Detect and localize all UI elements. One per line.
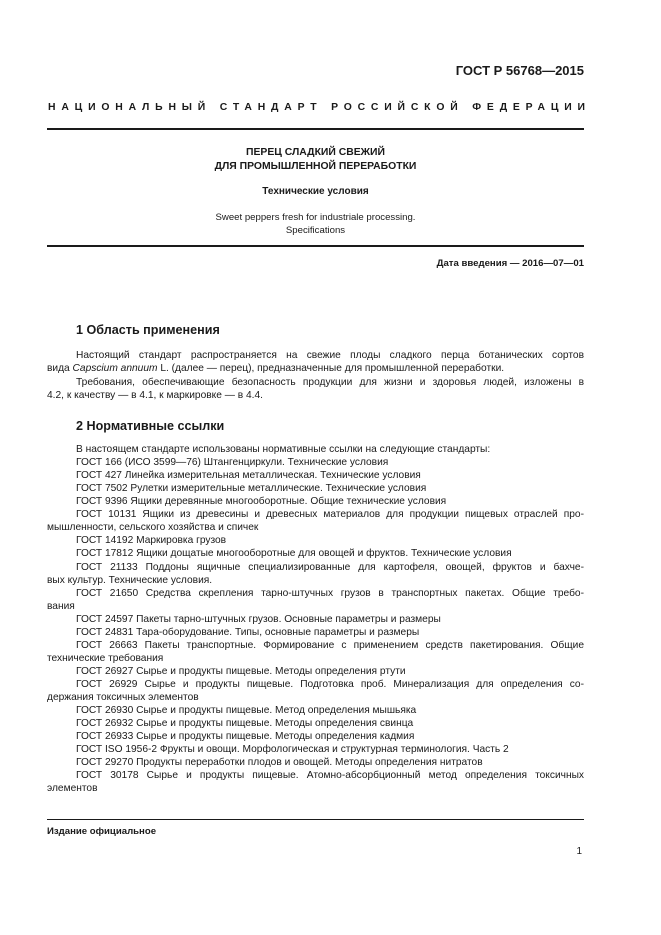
reference-line: элементов — [47, 783, 98, 795]
document-title-line-1: ПЕРЕЦ СЛАДКИЙ СВЕЖИЙ — [246, 147, 385, 158]
reference-line: ГОСТ 30178 Сырье и продукты пищевые. Атомно-абсорбционный метод определения токсичных — [76, 770, 584, 782]
section-1-paragraph-1-line-1: Настоящий стандарт распространяется на свежие плоды сладкого перца ботанических сортов — [76, 350, 584, 361]
gost-code: ГОСТ Р 56768—2015 — [455, 63, 584, 78]
reference-line: ГОСТ 17812 Ящики дощатые многооборотные для овощей и фруктов. Технические условия — [76, 548, 512, 560]
reference-line: ГОСТ 21650 Средства скрепления тарно-штучных грузов в транспортных пакетах. Общие требо- — [76, 587, 584, 599]
reference-line: ГОСТ 24831 Тара-оборудование. Типы, основные параметры и размеры — [76, 626, 420, 638]
botanical-name: Capscium annuum — [72, 363, 158, 374]
reference-line: ГОСТ 10131 Ящики из древесины и древесных материалов для продукции пищевых отраслей про- — [76, 509, 584, 521]
national-standard-banner: НАЦИОНАЛЬНЫЙ СТАНДАРТ РОССИЙСКОЙ ФЕДЕРАЦИИ — [48, 102, 591, 113]
footer-divider — [47, 819, 584, 820]
english-title-line-1: Sweet peppers fresh for industriale processing. — [215, 212, 416, 223]
reference-line: ГОСТ 26927 Сырье и продукты пищевые. Методы определения ртути — [76, 665, 406, 677]
reference-line: В настоящем стандарте использованы нормативные ссылки на следующие стандарты: — [76, 444, 491, 455]
section-1-paragraph-2-line-1: Требования, обеспечивающие безопасность продукции для жизни и здоровья людей, изложены в — [76, 377, 584, 388]
title-divider — [47, 245, 584, 247]
document-subtitle: Технические условия — [262, 186, 369, 197]
reference-line: мышленности, сельского хозяйства и спичек — [47, 522, 259, 534]
section-1-heading: 1 Область применения — [76, 323, 220, 337]
reference-line: вых культур. Технические условия. — [47, 574, 213, 586]
reference-line: ГОСТ 7502 Рулетки измерительные металлические. Технические условия — [76, 483, 427, 495]
section-2-heading: 2 Нормативные ссылки — [76, 419, 225, 433]
reference-line: держания токсичных элементов — [47, 692, 199, 703]
page-number: 1 — [576, 846, 582, 857]
english-title-line-2: Specifications — [285, 225, 346, 236]
text-run: вида — [47, 363, 73, 374]
date-of-introduction: Дата введения — 2016—07—01 — [436, 258, 584, 269]
section-1-paragraph-1-line-2 — [47, 362, 584, 375]
reference-line: ГОСТ 26930 Сырье и продукты пищевые. Метод определения мышьяка — [76, 705, 417, 716]
reference-line: ГОСТ ISO 1956-2 Фрукты и овощи. Морфологическая и структурная терминология. Часть 2 — [76, 744, 509, 756]
official-edition-label: Издание официальное — [47, 826, 157, 837]
reference-line: технические требования — [47, 652, 164, 664]
reference-line: ГОСТ 26933 Сырье и продукты пищевые. Методы определения кадмия — [76, 731, 415, 743]
reference-line: ГОСТ 427 Линейка измерительная металлическая. Технические условия — [76, 470, 421, 482]
reference-line: ГОСТ 9396 Ящики деревянные многооборотные. Общие технические условия — [76, 496, 447, 508]
reference-line: ГОСТ 26663 Пакеты транспортные. Формирование с применением средств пакетирования. Общие — [76, 639, 584, 651]
reference-line: ГОСТ 14192 Маркировка грузов — [76, 535, 227, 547]
top-divider — [47, 128, 584, 130]
reference-line: ГОСТ 26932 Сырье и продукты пищевые. Методы определения свинца — [76, 718, 414, 729]
reference-line: ГОСТ 26929 Сырье и продукты пищевые. Подготовка проб. Минерализация для определения со- — [76, 678, 584, 690]
reference-line: ГОСТ 24597 Пакеты тарно-штучных грузов. Основные параметры и размеры — [76, 613, 441, 625]
text-run: L. (далее — перец), предназначенные для промышленной переработки. — [157, 363, 505, 374]
document-title-line-2: ДЛЯ ПРОМЫШЛЕННОЙ ПЕРЕРАБОТКИ — [214, 161, 417, 172]
reference-line: вания — [47, 600, 75, 612]
reference-line: ГОСТ 21133 Поддоны ящичные специализированные для картофеля, овощей, фруктов и бахче- — [76, 561, 584, 573]
reference-line: ГОСТ 29270 Продукты переработки плодов и овощей. Методы определения нитратов — [76, 757, 483, 769]
section-1-paragraph-2-line-2: 4.2, к качеству — в 4.1, к маркировке — в 4.4. — [47, 390, 263, 401]
reference-line: ГОСТ 166 (ИСО 3599—76) Штангенциркули. Технические условия — [76, 457, 389, 469]
